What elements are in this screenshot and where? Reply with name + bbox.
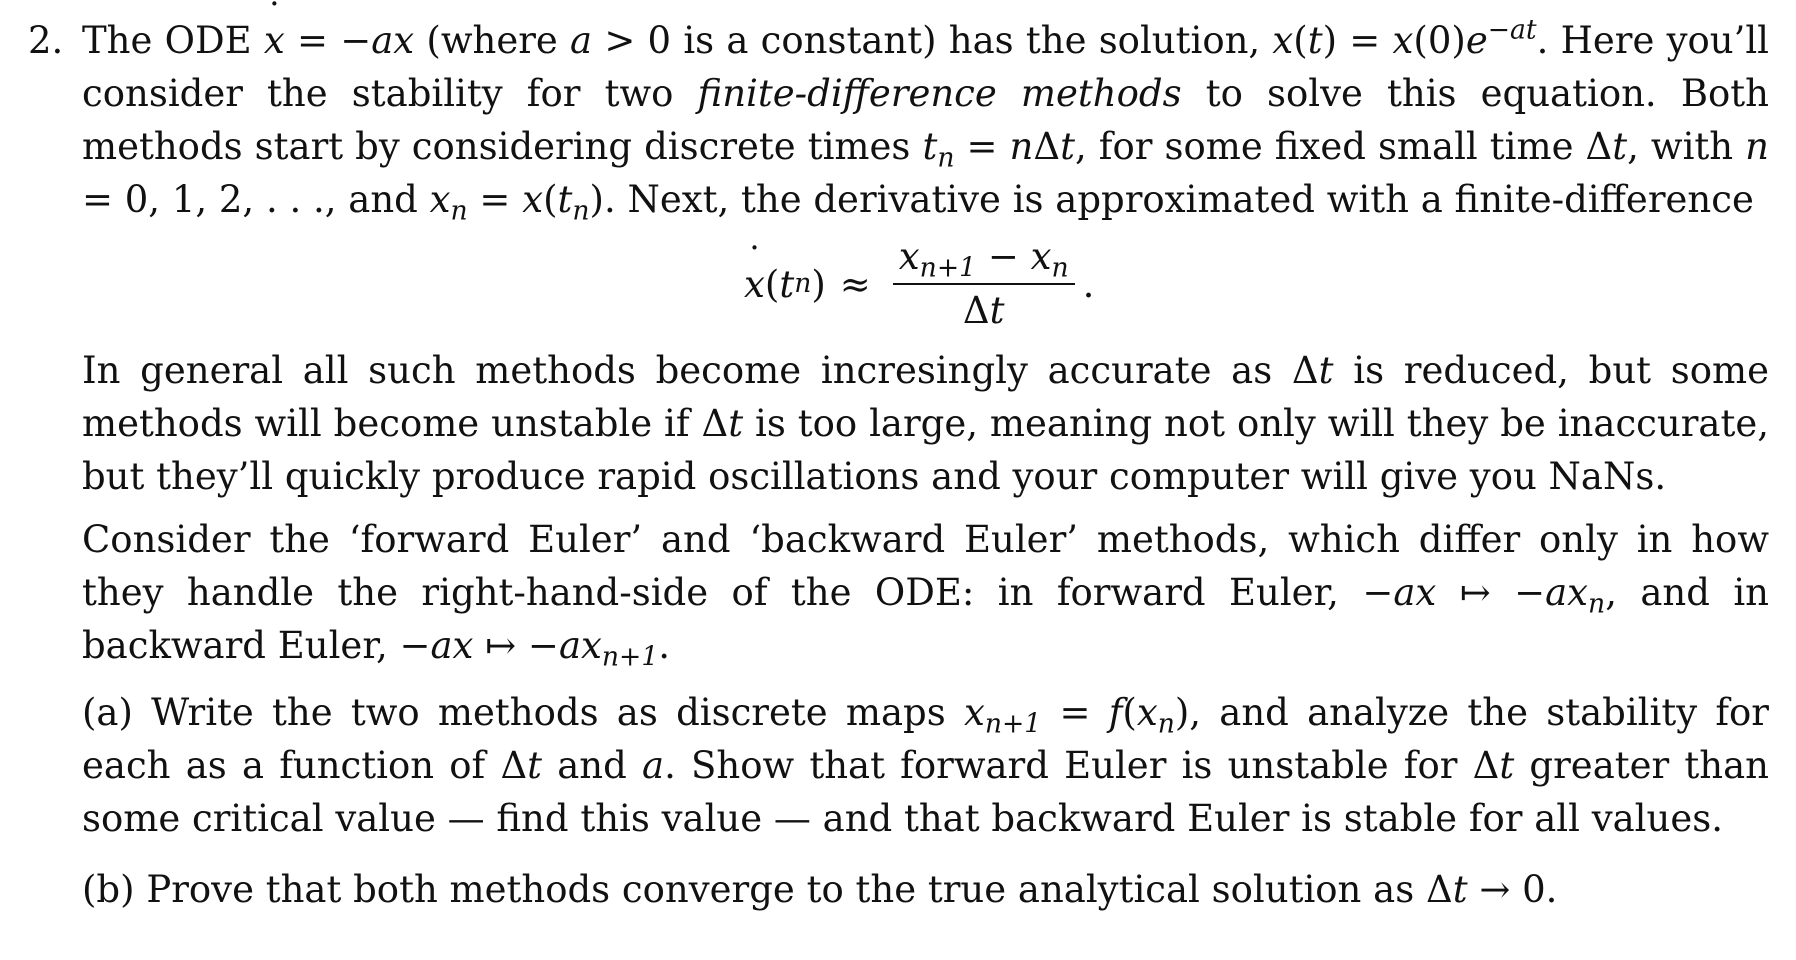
equation-body: ˙ x ( t n ) ≈ $\frac{x_{n+1} - x_n}{\Delta t}$ . <box>744 234 1094 334</box>
intro-paragraph <box>82 14 1769 226</box>
math-x: x <box>963 691 985 734</box>
problem-content <box>82 14 1769 916</box>
math-x: x <box>1272 19 1294 62</box>
part-a-text: ), and analyze the stability for each as a function of Δ <box>82 691 1769 787</box>
part-a-text: . Show that forward Euler is unstable for Δ <box>664 744 1500 787</box>
math-approx: ≈ <box>839 262 871 306</box>
emphasized-term: finite-difference methods <box>697 72 1182 115</box>
math-subscript: n <box>1051 252 1069 284</box>
math-a: a <box>642 744 665 787</box>
math-subscript: n+1 <box>601 641 659 673</box>
math-paren: ( <box>1293 19 1308 62</box>
math-subscript: n <box>1588 588 1606 620</box>
part-b <box>82 863 1769 916</box>
math-paren: ( <box>764 262 780 306</box>
math-paren: ( <box>543 178 558 221</box>
math-t: t <box>1060 125 1075 168</box>
intro-text: ). Next, the derivative is approximated with a finite-difference <box>589 178 1754 221</box>
math-e: e <box>1465 19 1488 62</box>
part-a-text: (a) Write the two methods as discrete maps <box>82 691 964 734</box>
accuracy-paragraph <box>82 344 1769 503</box>
part-a <box>82 686 1769 845</box>
math-ax: ax <box>371 19 415 62</box>
intro-text: , for some fixed small time Δ <box>1075 125 1613 168</box>
display-equation <box>82 226 1769 344</box>
math-subscript: n <box>572 195 590 227</box>
math-t: t <box>1318 349 1334 392</box>
math-subscript: n <box>450 195 468 227</box>
math-xdot: ˙ x <box>264 14 285 67</box>
math-x: x <box>898 235 920 278</box>
math-equals: = <box>954 125 1010 168</box>
math-x: x <box>1030 235 1052 278</box>
intro-text: to solve this equation. Both methods start by considering discrete times <box>82 72 1769 168</box>
paragraph-text: , and in backward Euler, − <box>82 571 1770 667</box>
math-equals: = <box>467 178 523 221</box>
math-t: t <box>557 178 573 221</box>
math-a: a <box>570 19 593 62</box>
math-x: x <box>1392 19 1414 62</box>
math-ax: ax <box>558 624 602 667</box>
math-n: n <box>1009 125 1034 168</box>
math-t: t <box>1499 744 1515 787</box>
math-equals: = − <box>284 19 372 62</box>
math-period: . <box>1082 262 1095 306</box>
part-a-text: greater than some critical value — find this value — and that backward Euler is stable for all values. <box>82 744 1769 840</box>
math-period: . <box>658 624 671 667</box>
math-paren: ) <box>811 262 826 306</box>
math-subscript: n+1 <box>984 708 1042 740</box>
math-equals: = <box>1041 691 1109 734</box>
paragraph-text: Consider the ‘forward Euler’ and ‘backward Euler’ methods, which differ only in how they handle the right-hand-side of the ODE: in forward Euler, − <box>82 518 1769 614</box>
math-t: t <box>1452 868 1468 911</box>
math-subscript: n+1 <box>919 252 977 284</box>
math-ax: ax <box>1393 571 1437 614</box>
paragraph-spacer <box>82 845 1769 863</box>
math-t: t <box>922 125 938 168</box>
math-equals: ) = <box>1322 19 1393 62</box>
math-t: t <box>779 262 795 306</box>
part-b-text: → 0. <box>1467 868 1558 911</box>
math-exponent: −at <box>1487 14 1537 46</box>
fraction <box>893 235 1075 333</box>
fraction-numerator <box>893 235 1075 285</box>
part-b-text: (b) Prove that both methods converge to the true analytical solution as Δ <box>82 868 1453 911</box>
intro-text: = 0, 1, 2, . . ., and <box>82 178 430 221</box>
fraction-denominator <box>963 285 1005 333</box>
math-x0: (0) <box>1413 19 1466 62</box>
math-mapsto: ↦ − <box>1436 571 1546 614</box>
math-x: x <box>1136 691 1158 734</box>
math-t: t <box>1612 125 1628 168</box>
part-a-text: and <box>542 744 643 787</box>
paragraph-spacer <box>82 503 1769 513</box>
paragraph-text: is too large, meaning not only will they be inaccurate, but they’ll quickly produce rapid oscillations and your computer will give you NaNs. <box>82 402 1769 498</box>
math-f: f <box>1108 691 1123 734</box>
math-ax: ax <box>430 624 474 667</box>
euler-paragraph <box>82 513 1769 672</box>
math-t: t <box>527 744 543 787</box>
math-n: n <box>1745 125 1769 168</box>
math-subscript: n <box>937 142 955 174</box>
math-delta: Δ <box>1033 125 1061 168</box>
math-ax: ax <box>1545 571 1589 614</box>
intro-text: > 0 is a constant) has the solution, <box>592 19 1273 62</box>
math-xdot: ˙ x <box>744 263 765 306</box>
paragraph-spacer <box>82 672 1769 686</box>
intro-text: (where <box>414 19 571 62</box>
paragraph-text: In general all such methods become incresingly accurate as Δ <box>82 349 1319 392</box>
math-delta: Δ <box>962 289 990 332</box>
math-x: x <box>522 178 544 221</box>
intro-text: The ODE <box>82 19 264 62</box>
intro-text: , with <box>1627 125 1746 168</box>
intro-text: . Here you’ll consider the stability for two <box>82 19 1770 115</box>
math-subscript: n <box>1157 708 1175 740</box>
math-t: t <box>1307 19 1323 62</box>
paragraph-text: is reduced, but some methods will become unstable if Δ <box>82 349 1769 445</box>
math-mapsto: ↦ − <box>473 624 559 667</box>
math-t: t <box>728 402 744 445</box>
problem-number: 2. <box>28 19 64 62</box>
math-t: t <box>989 289 1005 332</box>
math-minus: − <box>976 235 1031 278</box>
math-x: x <box>429 178 451 221</box>
math-paren: ( <box>1122 691 1137 734</box>
